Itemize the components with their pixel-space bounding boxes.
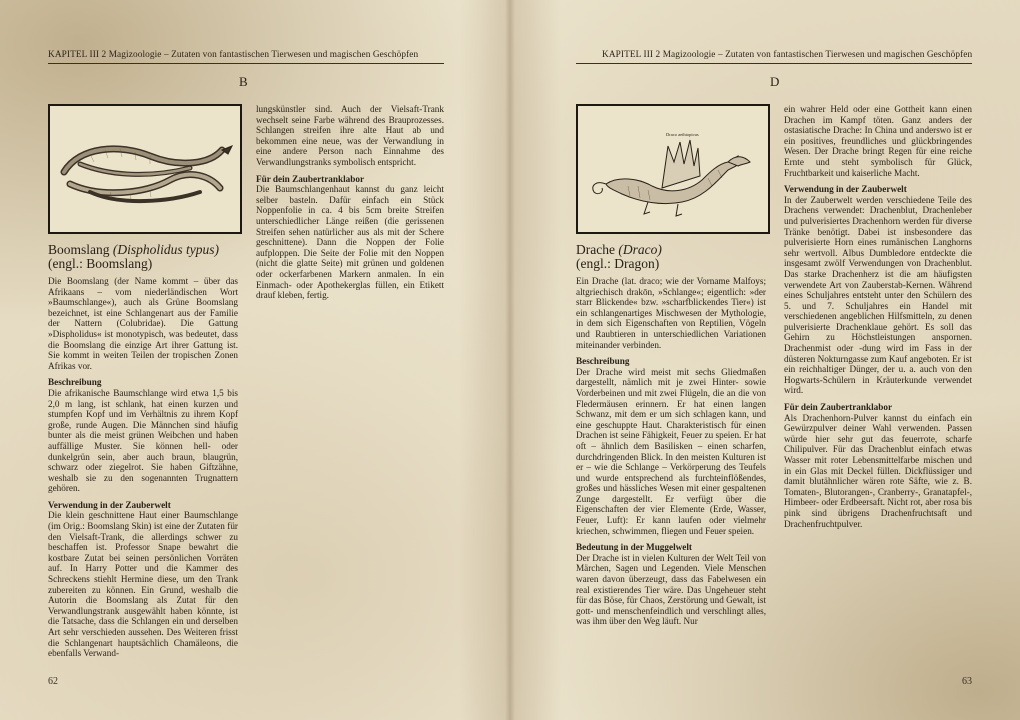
entry-name: Boomslang <box>48 242 110 257</box>
paragraph: In der Zauberwelt werden verschiedene Teile des Drachens verwendet: Drachenblut, Drachenleber und pulverisiertes Drachenhorn werden für diverse Tränke benötigt. Dabei ist insbesondere das pulverisierte Horn eines rumänischen Langhorns sehr wertvoll. Albus Dumbledore entdeckte die insgesamt zwölf Verwendungen von Drachenblut. Das starke Drachenherz ist die am häufigsten verwendete Art von Zauberstab-Kernen. Während eines Schuljahres entsteht unter den Schülern des 5. und 7. Schuljahres ein Handel mit verschiedenen angeblichen Hilfsmitteln, zu denen pulverisierte Drachenklaue gehört. Es soll das Gehirn zu Höchstleistungen anspornen. Drachenmist oder -dung wird im Fass in der düsteren Nokturngasse zum Kauf angeboten. Er ist ein reichhaltiger Dünger, der u. a. auch von den Hogwarts-Schülern in Kräuterkunde verwendet wird. <box>784 194 972 396</box>
paragraph: Die afrikanische Baumschlange wird etwa 1,5 bis 2,0 m lang, ist schlank, hat einen kurzen und stumpfen Kopf und im Verhältnis zu ihrem Kopf große, runde Augen. Die Männchen sind häufig bunter als die meist grünen Weibchen und haben auffällige Muster. Sie können hell- oder dunkelgrün sein, aber auch braun, blaugrün, schwarz oder ziegelrot. Sie haben Giftzähne, weshalb sie zu den sogenannten Trugnattern gehören. <box>48 387 238 494</box>
right-column-2 <box>784 104 972 529</box>
subheading: Verwendung in der Zauberwelt <box>48 499 171 510</box>
right-page <box>510 0 1020 720</box>
snake-illustration-icon <box>48 104 242 234</box>
left-column-1 <box>48 276 238 659</box>
entry-title <box>48 243 248 271</box>
page-number: 62 <box>48 676 58 687</box>
entry-title <box>576 243 776 271</box>
header-rule <box>576 63 972 64</box>
figure-caption: Draco aethiopicus <box>666 132 699 137</box>
paragraph: lungskünstler sind. Auch der Vielsaft-Trank wechselt seine Farbe während des Brauprozesses. Schlangen streifen ihre alte Haut ab und bekommen eine neue, was der Verwandlung in eine andere Person nach Einnahme des Verwandlungstranks symbolisch entspricht. <box>256 104 444 167</box>
entry-english: (engl.: Boomslang) <box>48 256 153 271</box>
entry-english: (engl.: Dragon) <box>576 256 660 271</box>
dragon-illustration-icon <box>576 104 770 234</box>
page-number: 63 <box>962 676 972 687</box>
paragraph: Die Boomslang (der Name kommt – über das Afrikaans – vom niederländischen Wort »Baumschlange«), auch als Grüne Boomslang bezeichnet, ist eine Schlangenart aus der Familie der Nattern (Colubridae). Die Gattung »Dispholidus« ist monotypisch, was bedeutet, dass die Boomslang die einzige Art ihrer Gattung ist. Sie kommt in weiten Teilen der tropischen Zonen Afrikas vor. <box>48 276 238 371</box>
paragraph: ein wahrer Held oder eine Gottheit kann einen Drachen im Kampf töten. Ganz anders der ostasiatische Drache: In China und anderswo ist er ein positives, freundliches und glückbringendes Wesen. Der Drache bringt Regen für eine reiche Ernte und steht symbolisch für Glück, Fruchtbarkeit und kaiserliche Macht. <box>784 104 972 178</box>
running-head: KAPITEL III 2 Magizoologie – Zutaten von fantastischen Tierwesen und magischen Geschöpfen <box>602 50 973 60</box>
section-letter: B <box>239 74 248 89</box>
section-letter: D <box>770 74 780 89</box>
left-column-2 <box>256 104 444 301</box>
subheading: Beschreibung <box>48 377 102 388</box>
header-rule <box>48 63 444 64</box>
running-head: KAPITEL III 2 Magizoologie – Zutaten von fantastischen Tierwesen und magischen Geschöpfen <box>48 50 419 60</box>
entry-latin: (Draco) <box>618 242 662 257</box>
subheading: Verwendung in der Zauberwelt <box>784 184 907 195</box>
paragraph: Als Drachenhorn-Pulver kannst du einfach ein Gewürzpulver deiner Wahl verwenden. Passen würde hier sehr gut das feuerrote, scharfe Chilipulver. Für das Drachenblut einfach etwas Wasser mit roter Lebensmittelfarbe mischen und in ein Glas mit Deckel füllen. Dickflüssiger und damit blutähnlicher wären rote Säfte, wie z. B. Tomaten-, Blutorangen-, Cranberry-, Granatapfel-, Himbeer- oder Erdbeersaft. Nicht rot, aber rosa bis pink sind übrigens Drachenfruchtsaft und Drachenfruchtpulver. <box>784 412 972 529</box>
paragraph: Der Drache ist in vielen Kulturen der Welt Teil von Märchen, Sagen und Legenden. Viele Menschen waren davon überzeugt, dass das Fabelwesen ein real existierendes Tier wäre. Das Ungeheuer steht für das Böse, für Chaos, Zerstörung und Gewalt, ist gott- und menschenfeindlich und verschlingt alles, was ihm über den Weg läuft. Nur <box>576 552 766 627</box>
entry-latin: (Dispholidus typus) <box>112 242 220 257</box>
entry-name: Drache <box>576 242 615 257</box>
paragraph: Die klein geschnittene Haut einer Baumschlange (im Orig.: Boomslang Skin) ist eine der Zutaten für den Vielsaft-Trank, die allerdings schwer zu beschaffen ist. Professor Snape bewahrt die kostbare Zutat bei seinen persönlichen Vorräten auf. In Harry Potter und die Kammer des Schreckens stiehlt Hermine diese, um den Trank zubereiten zu können. Ein Grund, weshalb die Autorin die Boomslang als Zutat für den Verwandlungstrank ausgewählt haben könnte, ist die Tatsache, dass die Schlangen ein und derselben Art sehr verschieden aussehen. Des Weiteren frisst die Schlangenart hauptsächlich Chamäleons, die ebenfalls Verwand- <box>48 510 238 659</box>
paragraph: Die Baumschlangenhaut kannst du ganz leicht selber basteln. Dafür einfach ein Stück Noppenfolie in ca. 4 bis 5cm breite Streifen unterschiedlicher Länge reißen (die gerissenen Streifen sehen natürlicher aus als mit der Schere geschnittene). Dann die Noppen der Folie aufploppen. Die Seite der Folie mit den Noppen (nicht die glatte Seite) mit grünen und goldenen oder ockerfarbenen Markern anmalen. In ein Einmach- oder Apothekerglas füllen, ein Etikett drauf kleben, fertig. <box>256 184 444 301</box>
paragraph: Der Drache wird meist mit sechs Gliedmaßen dargestellt, nämlich mit je zwei Hinter- sowie Vorderbeinen und mit zwei Flügeln, die an die von Fledermäusen erinnern. Er hat einen langen Schwanz, mit dem er um sich schlagen kann, und eine geschuppte Haut. Charakteristisch für einen Drachen ist seine Fähigkeit, Feuer zu speien. Er hat oft – ähnlich dem Basilisken – einen scharfen, durchdringenden Blick. In den meisten Kulturen ist er – wie die Schlange – Verkörperung des Teufels und wurde entsprechend als furchteinflößendes, großes und hässliches Wesen mit einer gespaltenen Zunge dargestellt. Er verfügt über die Eigenschaften der vier Elemente (Erde, Wasser, Feuer, Luft): Er kann laufen oder vielmehr kriechen, schwimmen, fliegen und Feuer speien. <box>576 366 766 536</box>
subheading: Für dein Zaubertranklabor <box>784 402 893 413</box>
right-column-1 <box>576 276 766 627</box>
subheading: Für dein Zaubertranklabor <box>256 173 365 184</box>
paragraph: Ein Drache (lat. draco; wie der Vorname Malfoys; altgriechisch drakōn, »Schlange«; eigentlich: »der starr Blickende« bzw. »scharfblickendes Tier«) ist ein schlangenartiges Mischwesen der Mythologie, in dem sich Eigenschaften von Reptilien, Vögeln und Raubtieren in unterschiedlichen Variationen miteinander verbinden. <box>576 276 766 350</box>
subheading: Bedeutung in der Muggelwelt <box>576 542 692 553</box>
subheading: Beschreibung <box>576 356 630 367</box>
